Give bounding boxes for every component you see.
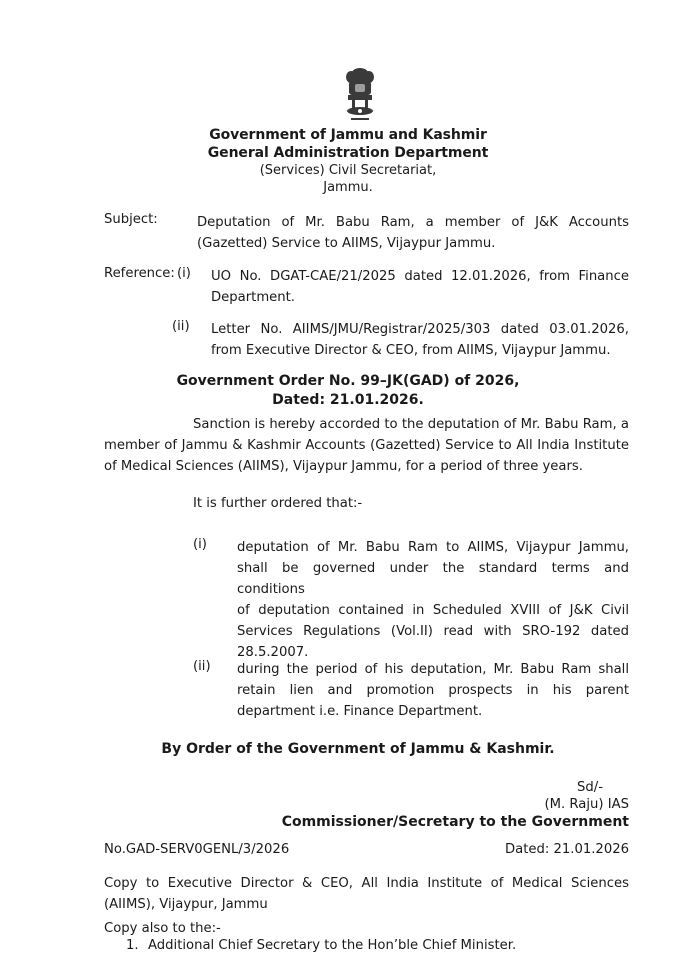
reference-number: No.GAD-SERV0GENL/3/2026 xyxy=(104,842,290,857)
item-line: retain lien and promotion prospects in his parent xyxy=(237,683,629,698)
subject-label: Subject: xyxy=(104,212,158,227)
order-item-num: (ii) xyxy=(193,659,211,674)
subject-line: Deputation of Mr. Babu Ram, a member of J&K Accounts xyxy=(197,215,629,230)
footer-date: Dated: 21.01.2026 xyxy=(504,842,629,857)
by-order: By Order of the Government of Jammu & Kashmir. xyxy=(161,741,555,757)
reference-num: (i) xyxy=(177,266,191,281)
reference-line: UO No. DGAT-CAE/21/2025 dated 12.01.2026, from Finance xyxy=(211,269,629,284)
subject-line: (Gazetted) Service to AIIMS, Vijaypur Jammu. xyxy=(197,236,496,251)
para-line: member of Jammu & Kashmir Accounts (Gazetted) Service to All India Institute xyxy=(104,438,629,453)
reference-num: (ii) xyxy=(172,319,190,334)
order-date: Dated: 21.01.2026. xyxy=(272,392,424,408)
item-line: of deputation contained in Scheduled XVIII of J&K Civil xyxy=(237,603,629,618)
order-title: Government Order No. 99–JK(GAD) of 2026, xyxy=(176,373,520,389)
header-city: Jammu. xyxy=(323,180,373,195)
reference-line: Letter No. AIIMS/JMU/Registrar/2025/303 dated 03.01.2026, xyxy=(211,322,629,337)
reference-item xyxy=(211,319,629,361)
signature-sd: Sd/- xyxy=(577,780,603,795)
signatory-name: (M. Raju) IAS xyxy=(544,797,629,812)
para-line: Sanction is hereby accorded to the deputation of Mr. Babu Ram, a xyxy=(193,417,629,432)
item-line: department i.e. Finance Department. xyxy=(237,704,483,719)
subject-text xyxy=(197,212,629,254)
sanction-paragraph xyxy=(104,414,629,477)
item-line: shall be governed under the standard terms and conditions xyxy=(237,561,629,597)
copy-list-num: 1. xyxy=(126,938,139,953)
reference-line: from Executive Director & CEO, from AIIMS, Vijaypur Jammu. xyxy=(211,343,611,358)
item-line: Services Regulations (Vol.II) read with SRO-192 dated xyxy=(237,624,629,639)
para-line: of Medical Sciences (AIIMS), Vijaypur Jammu, for a period of three years. xyxy=(104,459,583,474)
copy-to-line: Copy to Executive Director & CEO, All India Institute of Medical Sciences xyxy=(104,876,629,891)
order-item-num: (i) xyxy=(193,537,207,552)
item-line: during the period of his deputation, Mr. Babu Ram shall xyxy=(237,662,629,677)
header-department: General Administration Department xyxy=(207,145,489,161)
item-line: deputation of Mr. Babu Ram to AIIMS, Vijaypur Jammu, xyxy=(237,540,629,555)
header-office: (Services) Civil Secretariat, xyxy=(259,163,437,178)
signatory-designation: Commissioner/Secretary to the Government xyxy=(281,814,629,830)
reference-line: Department. xyxy=(211,290,295,305)
header-govt: Government of Jammu and Kashmir xyxy=(209,127,487,143)
further-ordered: It is further ordered that:- xyxy=(193,496,363,511)
order-item xyxy=(237,659,629,722)
item-line: 28.5.2007. xyxy=(237,645,309,660)
order-item xyxy=(237,537,629,663)
copy-to xyxy=(104,873,629,915)
reference-item xyxy=(211,266,629,308)
copy-list-item: Additional Chief Secretary to the Hon’ble Chief Minister. xyxy=(148,938,517,953)
national-emblem-icon xyxy=(340,66,380,124)
copy-also-label: Copy also to the:- xyxy=(104,921,221,936)
reference-label: Reference: xyxy=(104,266,175,281)
copy-to-line: (AIIMS), Vijaypur, Jammu xyxy=(104,897,268,912)
